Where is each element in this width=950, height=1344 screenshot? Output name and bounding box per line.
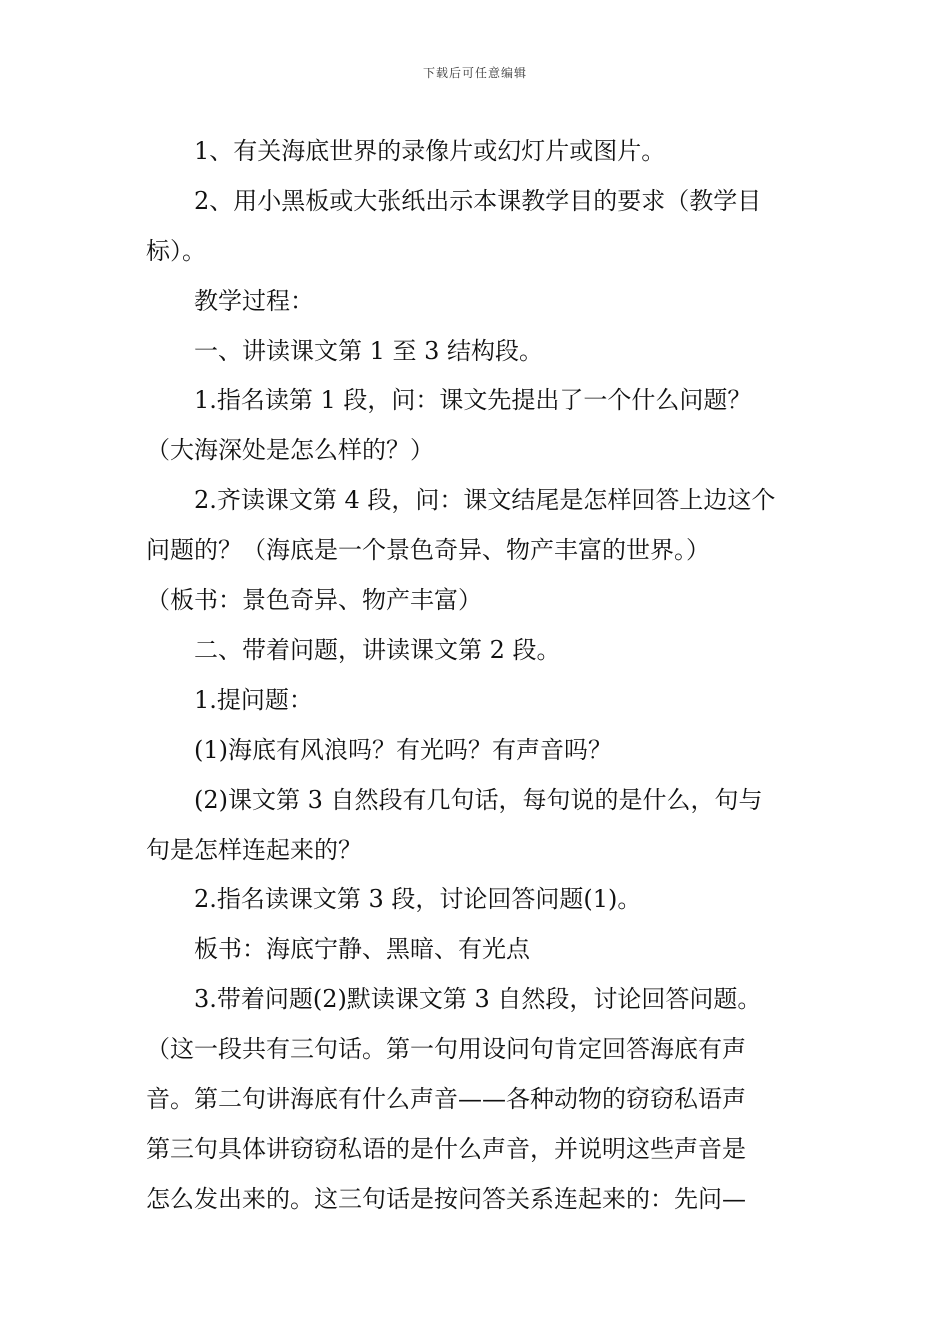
paragraph-line: 问题的？（海底是一个景色奇异、物产丰富的世界。） [146,536,710,564]
page-header: 下载后可任意编辑 [422,66,527,80]
paragraph-line: (2)课文第 3 自然段有几句话，每句说的是什么，句与 [194,786,763,814]
paragraph-line: 1.指名读第 1 段，问：课文先提出了一个什么问题？ [194,386,752,414]
paragraph-line: 1、有关海底世界的录像片或幻灯片或图片。 [194,137,666,165]
section-heading: 一、讲读课文第 1 至 3 结构段。 [194,337,544,365]
paragraph-line: 板书：海底宁静、黑暗、有光点 [194,935,530,963]
paragraph-line: 2.指名读课文第 3 段，讨论回答问题(1)。 [194,885,642,913]
paragraph-line: 1.提问题： [194,686,313,714]
paragraph-line: 2.齐读课文第 4 段，问：课文结尾是怎样回答上边这个 [194,486,776,514]
paragraph-line: (1)海底有风浪吗？有光吗？有声音吗？ [194,736,612,764]
paragraph-line: 音。第二句讲海底有什么声音——各种动物的窃窃私语声 [146,1085,746,1113]
paragraph-line: 句是怎样连起来的？ [146,836,362,864]
paragraph-line: （这一段共有三句话。第一句用设问句肯定回答海底有声 [146,1035,746,1063]
paragraph-line: （板书：景色奇异、物产丰富） [146,586,482,614]
paragraph-line: 2、用小黑板或大张纸出示本课教学目的要求（教学目 [194,187,762,215]
paragraph-line: 标）。 [146,237,206,265]
section-heading: 二、带着问题，讲读课文第 2 段。 [194,636,561,664]
paragraph-line: 第三句具体讲窃窃私语的是什么声音，并说明这些声音是 [146,1135,746,1163]
section-heading: 教学过程： [194,287,314,315]
paragraph-line: （大海深处是怎么样的？） [146,436,434,464]
paragraph-line: 怎么发出来的。这三句话是按问答关系连起来的：先问— [146,1185,746,1213]
paragraph-line: 3.带着问题(2)默读课文第 3 自然段，讨论回答问题。 [194,985,762,1013]
